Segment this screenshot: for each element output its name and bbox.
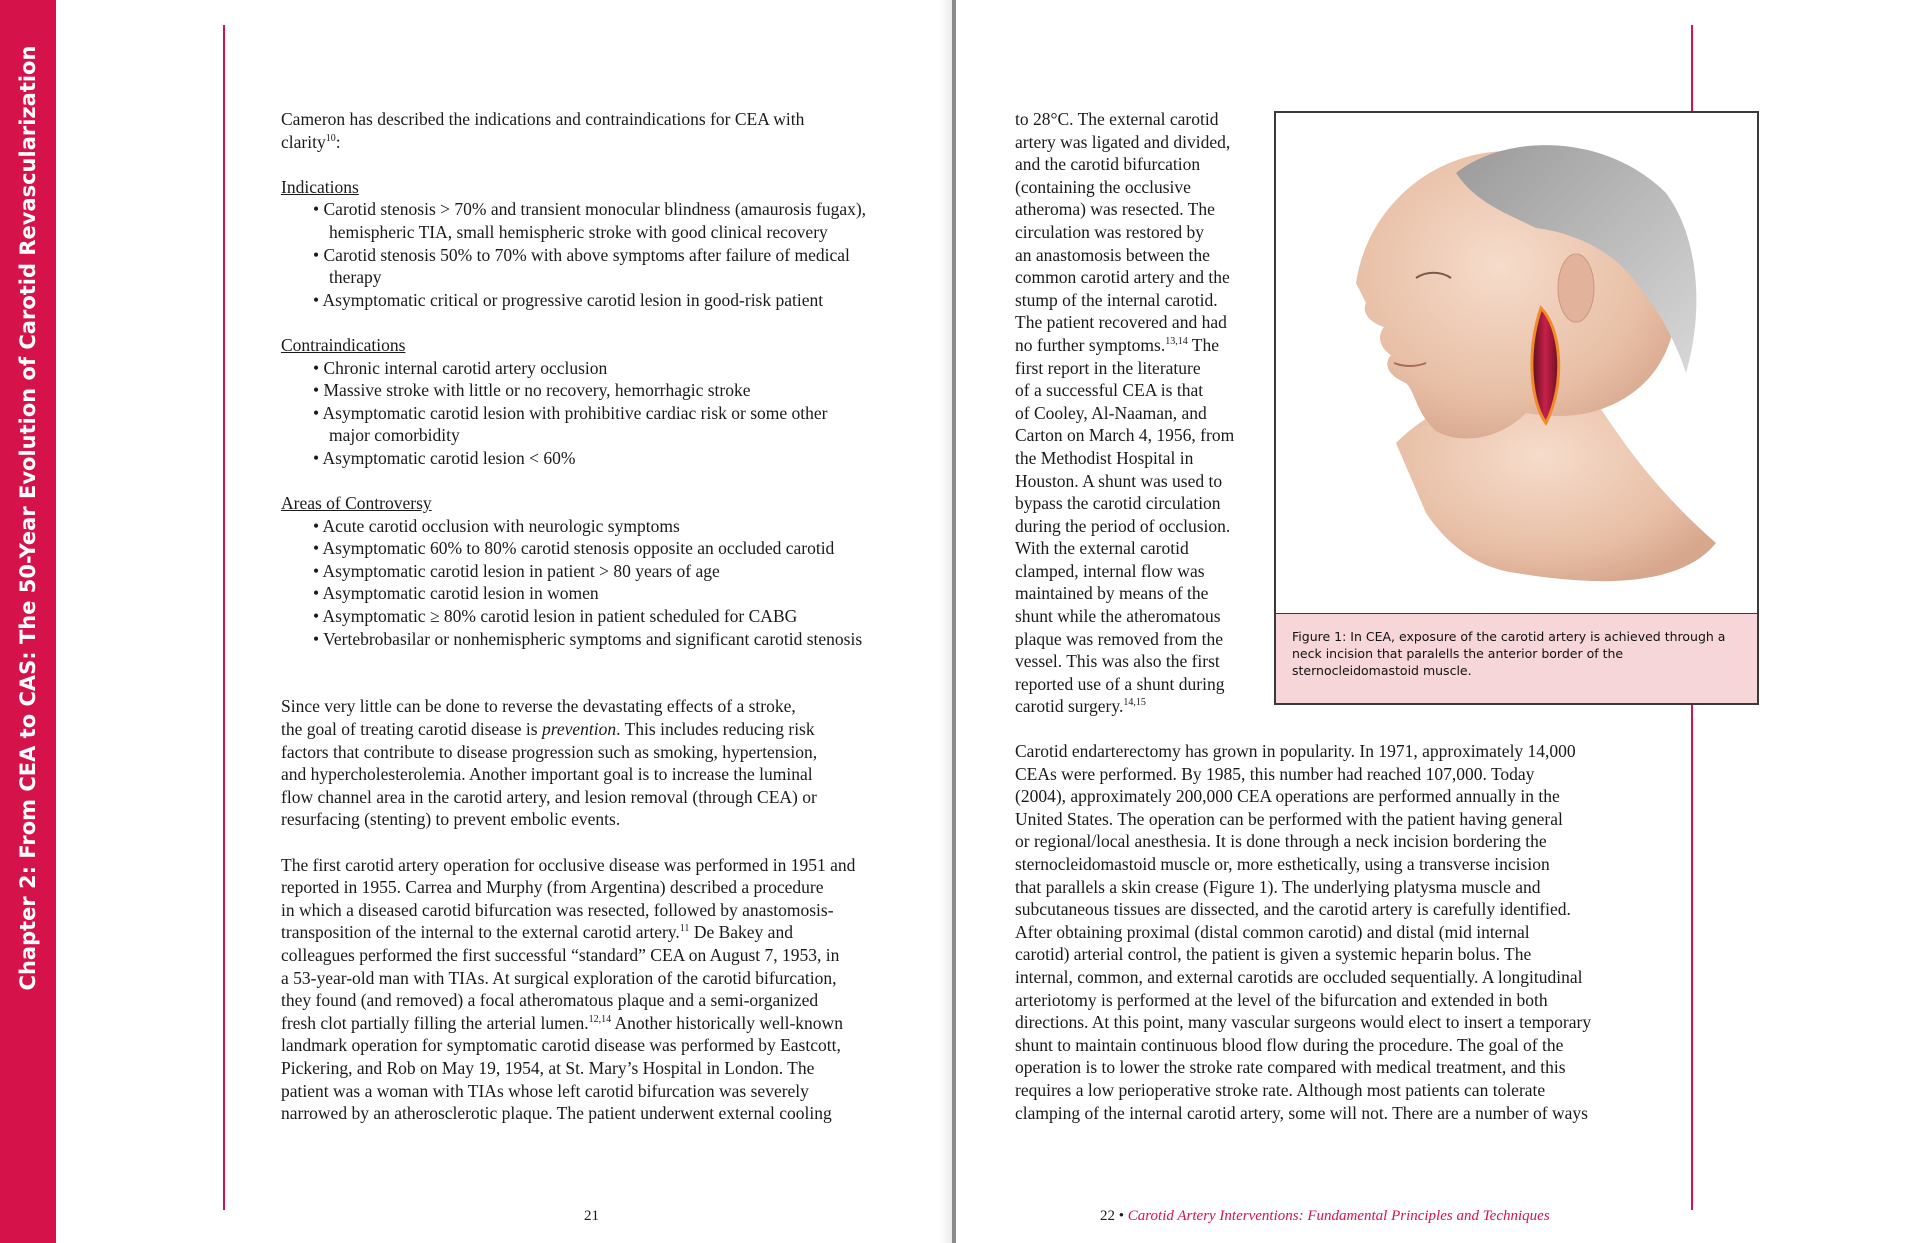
book-spine bbox=[952, 0, 956, 1243]
wide-line: operation is to lower the stroke rate compared with medical treatment, and this bbox=[1015, 1057, 1566, 1078]
narrow-line: bypass the carotid circulation bbox=[1015, 493, 1221, 514]
running-title: Carotid Artery Interventions: Fundamental Principles and Techniques bbox=[1127, 1208, 1550, 1224]
wide-line: carotid) arterial control, the patient is given a systemic heparin bolus. The bbox=[1015, 944, 1532, 965]
list-item-text: • Carotid stenosis > 70% and transient monocular blindness (amaurosis fugax), bbox=[313, 199, 867, 220]
list-item: • Massive stroke with little or no recovery, hemorrhagic stroke bbox=[313, 380, 751, 401]
list-item: • Asymptomatic critical or progressive carotid lesion in good-risk patient bbox=[313, 289, 824, 310]
list-item-text: • Carotid stenosis 50% to 70% with above symptoms after failure of medical bbox=[313, 244, 850, 265]
prevention-paragraph-line: Since very little can be done to reverse the devastating effects of a stroke, bbox=[281, 696, 796, 717]
list-item: • Chronic internal carotid artery occlusion bbox=[313, 357, 608, 378]
prevention-paragraph-line: factors that contribute to disease progression such as smoking, hypertension, bbox=[281, 741, 818, 762]
text-run: no further symptoms. bbox=[1015, 334, 1166, 355]
wide-line: Carotid endarterectomy has grown in popularity. In 1971, approximately 14,000 bbox=[1015, 741, 1576, 761]
prevention-paragraph-line: flow channel area in the carotid artery, and lesion removal (through CEA) or bbox=[281, 786, 817, 807]
narrow-line: and the carotid bifurcation bbox=[1015, 154, 1201, 175]
right-narrow-column bbox=[1015, 108, 1265, 718]
narrow-line: of a successful CEA is that bbox=[1015, 380, 1204, 401]
chapter-title: Chapter 2: From CEA to CAS: The 50-Year Evolution of Carotid Revascularization bbox=[16, 45, 40, 991]
figure-caption: Figure 1: In CEA, exposure of the carotid artery is achieved through a neck incision that paralells the anterior border of the sternocleidomastoid muscle. bbox=[1276, 613, 1757, 703]
intro-colon: : bbox=[335, 131, 341, 152]
citation: 12,14 bbox=[588, 1013, 612, 1025]
narrow-line: an anastomosis between the bbox=[1015, 244, 1210, 265]
narrow-line: artery was ligated and divided, bbox=[1015, 131, 1231, 152]
wide-line: sternocleidomastoid muscle or, more esthetically, using a transverse incision bbox=[1015, 853, 1550, 874]
history-paragraph-line: reported in 1955. Carrea and Murphy (from Argentina) described a procedure bbox=[281, 877, 824, 898]
narrow-line: With the external carotid bbox=[1015, 538, 1189, 559]
narrow-line: (containing the occlusive bbox=[1015, 176, 1191, 197]
wide-line: that parallels a skin crease (Figure 1). The underlying platysma muscle and bbox=[1015, 876, 1541, 897]
contraindications-heading: Contraindications bbox=[281, 334, 406, 355]
narrow-line: stump of the internal carotid. bbox=[1015, 289, 1218, 310]
list-item: • Asymptomatic 60% to 80% carotid stenosis opposite an occluded carotid bbox=[313, 538, 835, 559]
list-item: • Asymptomatic carotid lesion in patient > 80 years of age bbox=[313, 560, 720, 581]
narrow-line bbox=[1015, 695, 1265, 718]
list-item: • Vertebrobasilar or nonhemispheric symptoms and significant carotid stenosis bbox=[313, 628, 863, 649]
citation: 13,14 bbox=[1165, 336, 1188, 348]
narrow-line: plaque was removed from the bbox=[1015, 628, 1223, 649]
intro-line-1: Cameron has described the indications and contraindications for CEA with bbox=[281, 109, 805, 129]
narrow-line: clamped, internal flow was bbox=[1015, 560, 1205, 581]
intro-line-2 bbox=[281, 131, 921, 154]
narrow-line: shunt while the atheromatous bbox=[1015, 606, 1221, 627]
citation: 10 bbox=[325, 132, 336, 144]
narrow-line: first report in the literature bbox=[1015, 357, 1201, 378]
history-paragraph-line: landmark operation for symptomatic carotid disease was performed by Eastcott, bbox=[281, 1035, 841, 1056]
spine-shadow bbox=[940, 0, 952, 1243]
wide-line: subcutaneous tissues are dissected, and the carotid artery is carefully identified. bbox=[1015, 899, 1571, 920]
text-run: . This includes reducing risk bbox=[616, 719, 815, 740]
wide-line: directions. At this point, many vascular surgeons would elect to insert a temporary bbox=[1015, 1012, 1592, 1033]
prevention-paragraph-line: resurfacing (stenting) to prevent embolic events. bbox=[281, 809, 621, 830]
history-paragraph-line bbox=[281, 921, 921, 944]
wide-line: United States. The operation can be performed with the patient having general bbox=[1015, 808, 1563, 829]
figure-1 bbox=[1274, 111, 1759, 705]
wide-line: arteriotomy is performed at the level of the bifurcation and extended in both bbox=[1015, 989, 1548, 1010]
narrow-line: to 28°C. The external carotid bbox=[1015, 109, 1219, 129]
narrow-line: atheroma) was resected. The bbox=[1015, 199, 1215, 220]
history-paragraph-line bbox=[281, 1012, 921, 1035]
controversy-heading: Areas of Controversy bbox=[281, 493, 432, 514]
history-paragraph-line: Pickering, and Rob on May 19, 1954, at St. Mary’s Hospital in London. The bbox=[281, 1057, 815, 1078]
history-paragraph-line: narrowed by an atherosclerotic plaque. The patient underwent external cooling bbox=[281, 1103, 832, 1124]
indications-heading: Indications bbox=[281, 176, 359, 197]
right-page-footer bbox=[1100, 1208, 1550, 1225]
text-run: Another historically well-known bbox=[611, 1012, 843, 1033]
narrow-line: during the period of occlusion. bbox=[1015, 515, 1231, 536]
narrow-line: maintained by means of the bbox=[1015, 583, 1209, 604]
narrow-line: The patient recovered and had bbox=[1015, 312, 1227, 333]
history-paragraph-line: patient was a woman with TIAs whose left carotid bifurcation was severely bbox=[281, 1080, 809, 1101]
citation: 14,15 bbox=[1123, 697, 1146, 709]
wide-line: After obtaining proximal (distal common carotid) and distal (mid internal bbox=[1015, 921, 1530, 942]
wide-line: or regional/local anesthesia. It is done through a neck incision bordering the bbox=[1015, 831, 1547, 852]
list-item: • Asymptomatic ≥ 80% carotid lesion in patient scheduled for CABG bbox=[313, 606, 798, 627]
left-page-text bbox=[281, 108, 921, 1125]
right-page-number: 22 • bbox=[1100, 1208, 1125, 1224]
list-item-text: major comorbidity bbox=[329, 425, 460, 446]
wide-line: internal, common, and external carotids are occluded sequentially. A longitudinal bbox=[1015, 966, 1583, 987]
text-run: fresh clot partially filling the arterial lumen. bbox=[281, 1012, 589, 1033]
narrow-line: common carotid artery and the bbox=[1015, 267, 1230, 288]
left-margin-rule bbox=[223, 25, 225, 1210]
narrow-line: vessel. This was also the first bbox=[1015, 651, 1220, 672]
narrow-line: the Methodist Hospital in bbox=[1015, 447, 1194, 468]
history-paragraph-line: a 53-year-old man with TIAs. At surgical exploration of the carotid bifurcation, bbox=[281, 967, 837, 988]
intro-word: clarity bbox=[281, 131, 326, 152]
history-paragraph-line: they found (and removed) a focal atheromatous plaque and a semi-organized bbox=[281, 990, 819, 1011]
left-page-number: 21 bbox=[584, 1208, 599, 1224]
citation: 11 bbox=[679, 923, 690, 935]
chapter-side-tab bbox=[0, 0, 56, 1243]
list-item: • Acute carotid occlusion with neurologic symptoms bbox=[313, 515, 680, 536]
wide-line: clamping of the internal carotid artery, some will not. There are a number of ways bbox=[1015, 1102, 1588, 1123]
ear-shape bbox=[1558, 254, 1594, 322]
list-item bbox=[281, 198, 921, 243]
figure-illustration bbox=[1276, 113, 1757, 615]
history-paragraph-line: in which a diseased carotid bifurcation was resected, followed by anastomosis- bbox=[281, 899, 834, 920]
right-wide-column bbox=[1015, 740, 1675, 1124]
wide-line: requires a low perioperative stroke rate. Although most patients can tolerate bbox=[1015, 1079, 1546, 1100]
narrow-line: circulation was restored by bbox=[1015, 221, 1205, 242]
wide-line: shunt to maintain continuous blood flow during the procedure. The goal of the bbox=[1015, 1034, 1564, 1055]
list-item-text: therapy bbox=[329, 267, 382, 288]
list-item-text: • Asymptomatic carotid lesion with prohibitive cardiac risk or some other bbox=[313, 402, 828, 423]
text-run: carotid surgery. bbox=[1015, 696, 1124, 717]
list-item: • Asymptomatic carotid lesion < 60% bbox=[313, 447, 576, 468]
narrow-line: Houston. A shunt was used to bbox=[1015, 470, 1223, 491]
list-item-text: hemispheric TIA, small hemispheric stroke with good clinical recovery bbox=[329, 221, 828, 242]
narrow-line bbox=[1015, 334, 1265, 357]
prevention-paragraph-line bbox=[281, 718, 921, 741]
list-item bbox=[281, 402, 921, 447]
text-run: the goal of treating carotid disease is bbox=[281, 719, 542, 740]
list-item bbox=[281, 244, 921, 289]
narrow-line: of Cooley, Al-Naaman, and bbox=[1015, 402, 1207, 423]
text-run: transposition of the internal to the external carotid artery. bbox=[281, 922, 680, 943]
text-run: De Bakey and bbox=[689, 922, 793, 943]
history-paragraph-line: colleagues performed the first successful “standard” CEA on August 7, 1953, in bbox=[281, 944, 840, 965]
text-run: The bbox=[1187, 334, 1219, 355]
emphasis: prevention bbox=[541, 719, 617, 740]
wide-line: (2004), approximately 200,000 CEA operations are performed annually in the bbox=[1015, 786, 1560, 807]
history-paragraph-line: The first carotid artery operation for occlusive disease was performed in 1951 and bbox=[281, 854, 856, 875]
list-item: • Asymptomatic carotid lesion in women bbox=[313, 583, 599, 604]
narrow-line: Carton on March 4, 1956, from bbox=[1015, 425, 1235, 446]
wide-line: CEAs were performed. By 1985, this number had reached 107,000. Today bbox=[1015, 763, 1535, 784]
prevention-paragraph-line: and hypercholesterolemia. Another important goal is to increase the luminal bbox=[281, 764, 813, 785]
narrow-line: reported use of a shunt during bbox=[1015, 673, 1225, 694]
